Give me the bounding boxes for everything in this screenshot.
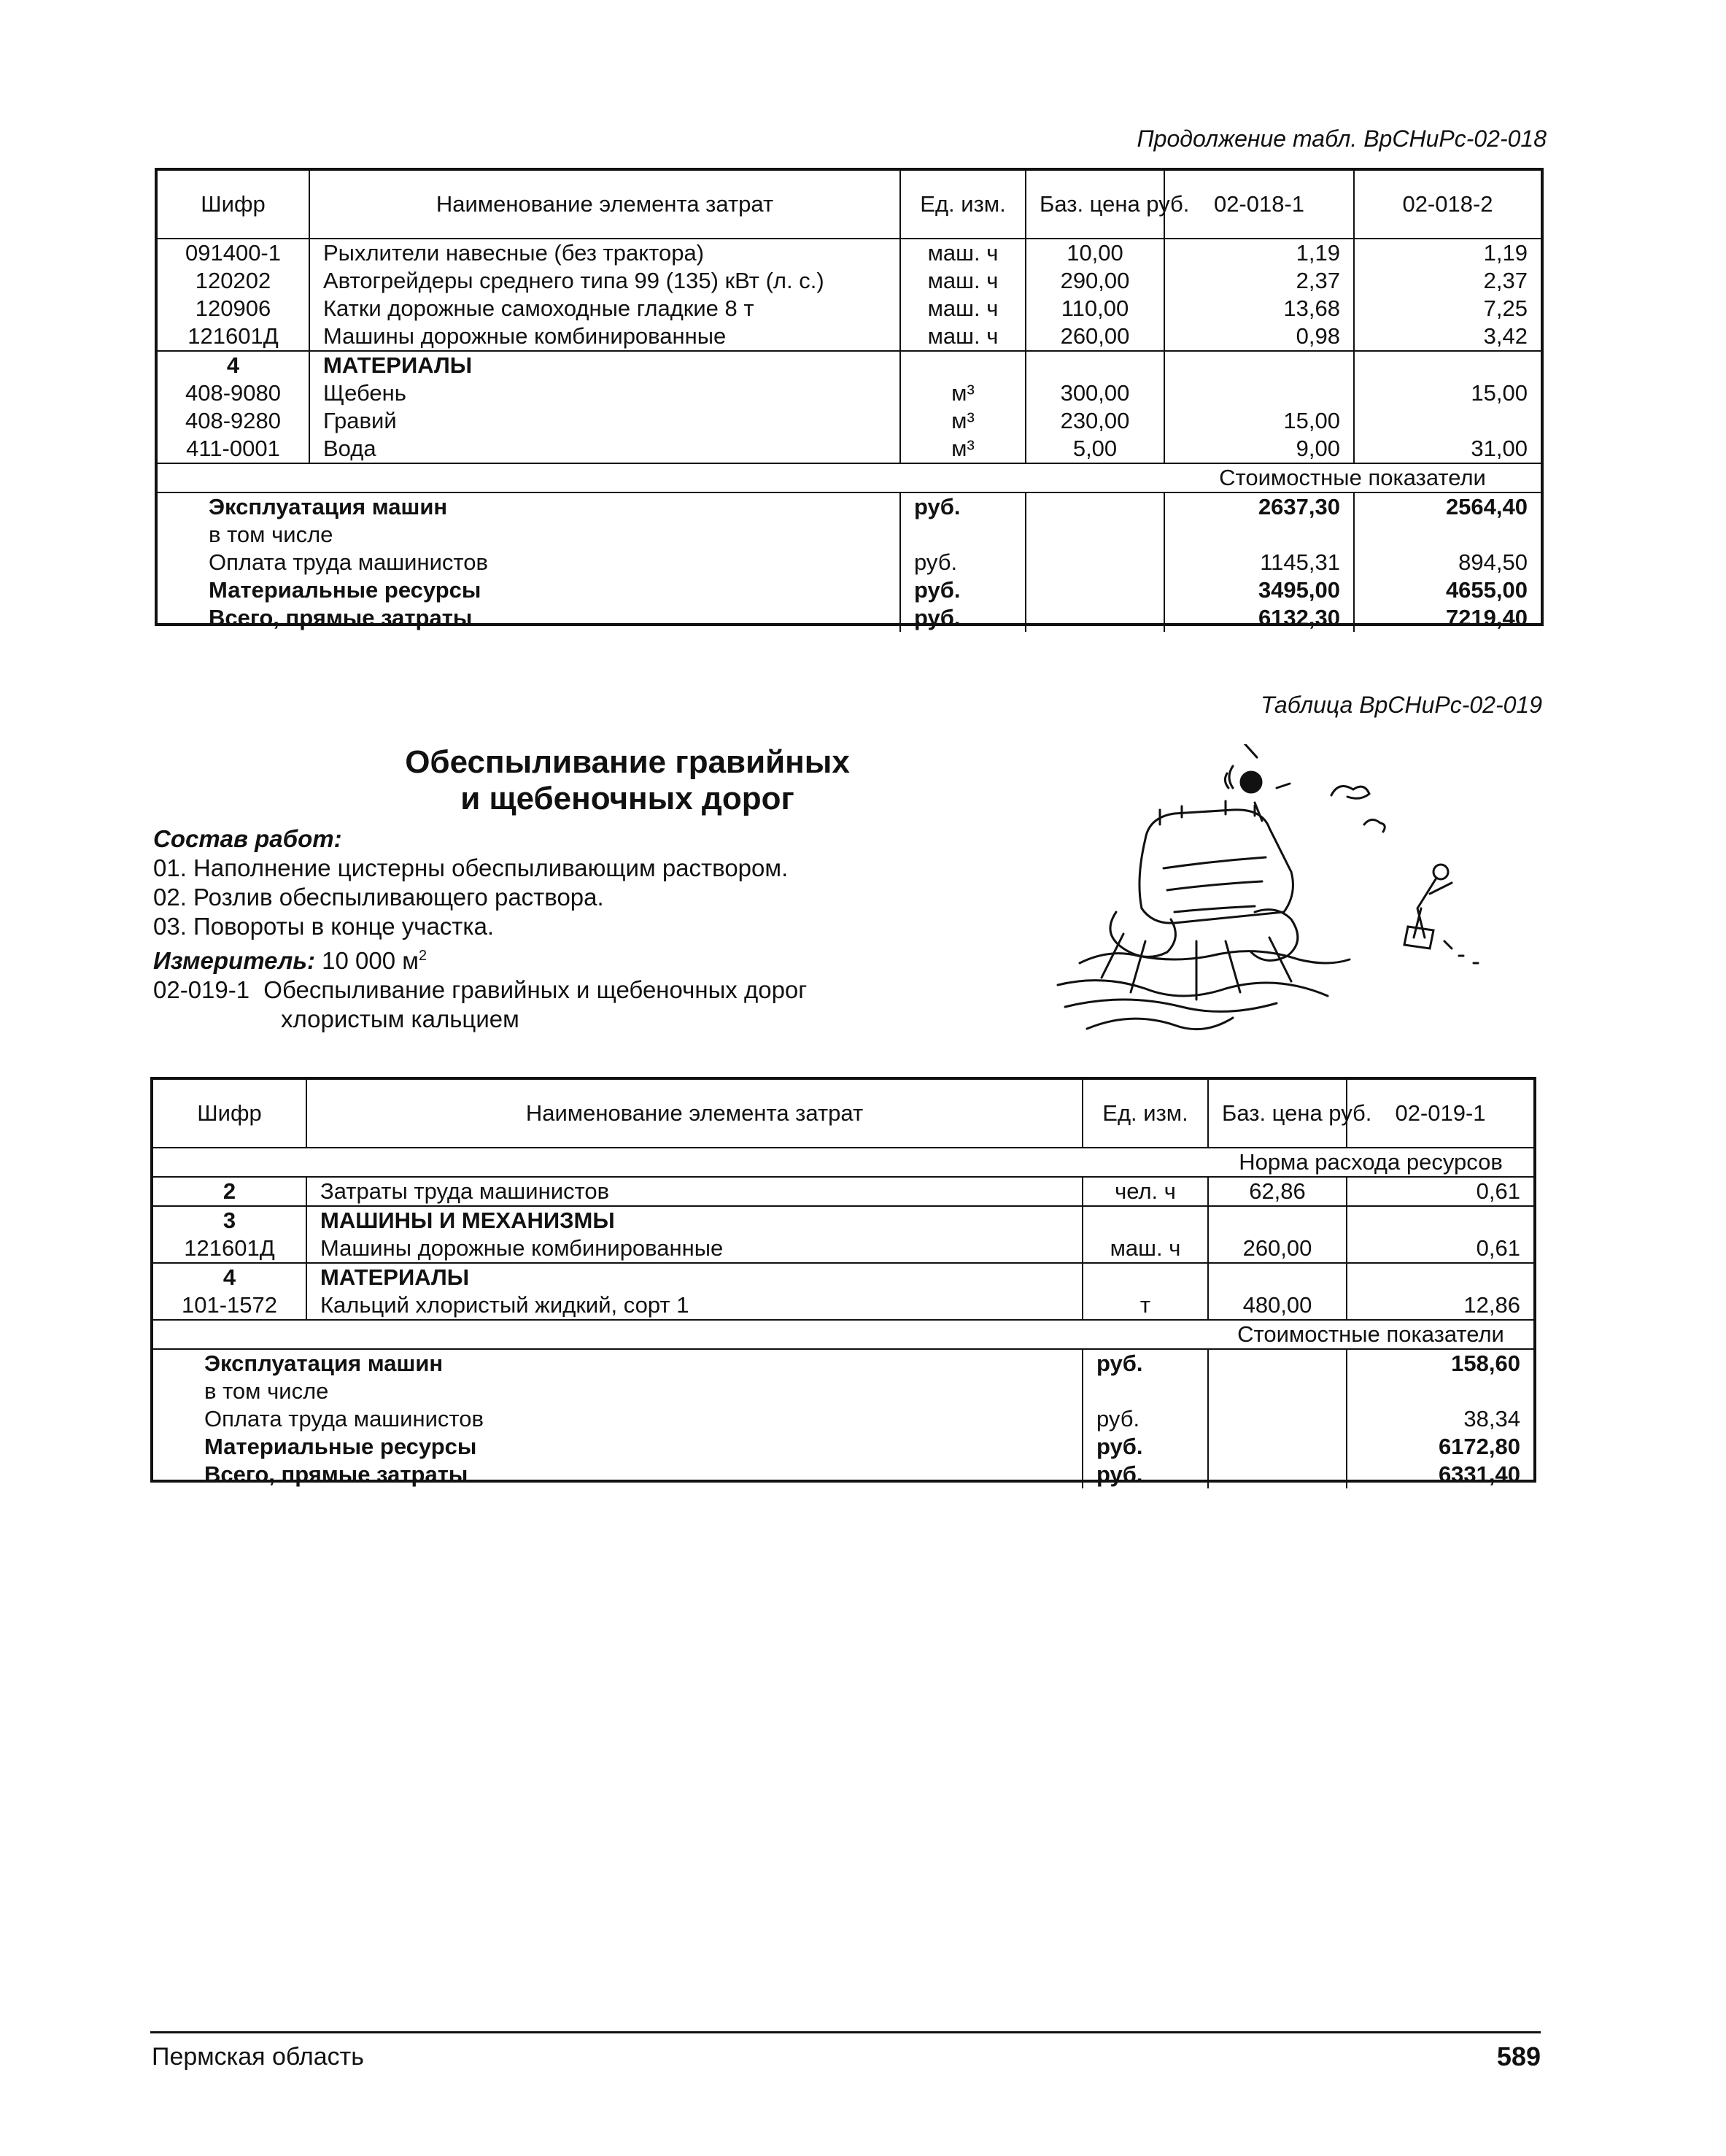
cost-value-2: 4655,00 — [1354, 576, 1541, 604]
section-title: МАШИНЫ И МЕХАНИЗМЫ — [306, 1206, 1083, 1235]
cost-value-1: 6172,80 — [1347, 1433, 1533, 1461]
row-unit: маш. ч — [900, 322, 1026, 351]
header-col-1: 02-019-1 — [1347, 1080, 1533, 1148]
item-line — [153, 975, 1065, 1005]
measure-value: 10 000 м — [322, 947, 419, 974]
cost-value-1: 2637,30 — [1164, 492, 1354, 521]
row-price: 260,00 — [1026, 322, 1164, 351]
cost-row — [158, 549, 1541, 576]
cost-value-2: 894,50 — [1354, 549, 1541, 576]
row-code: 121601Д — [187, 323, 279, 349]
cost-label: Оплата труда машинистов — [209, 549, 488, 575]
row-value-1: 12,86 — [1347, 1291, 1533, 1320]
row-name: Рыхлители навесные (без трактора) — [309, 239, 900, 267]
row-unit: т — [1083, 1291, 1208, 1320]
section-code: 4 — [222, 1264, 236, 1290]
table1-continuation-caption: Продолжение табл. ВрСНиРс-02-018 — [1137, 125, 1547, 152]
cost-label: в том числе — [209, 522, 333, 547]
table-row — [158, 295, 1541, 322]
header-price: Баз. цена руб. — [1026, 171, 1164, 239]
row-unit: маш. ч — [1083, 1235, 1208, 1263]
cost-unit: руб. — [900, 576, 1026, 604]
section-title: МАТЕРИАЛЫ — [309, 351, 900, 379]
row-code: 120906 — [195, 295, 271, 321]
cost-row — [158, 492, 1541, 521]
cost-value-1: 6132,30 — [1164, 604, 1354, 632]
table-row — [158, 407, 1541, 435]
row-price: 110,00 — [1026, 295, 1164, 322]
section-heading-row — [153, 1206, 1533, 1235]
row-code: 121601Д — [153, 1235, 306, 1263]
header-col-2: 02-018-2 — [1354, 171, 1541, 239]
cost-row — [158, 521, 1541, 549]
row-name: Гравий — [309, 407, 900, 435]
cost-unit: руб. — [900, 604, 1026, 632]
row-value-2: 1,19 — [1354, 239, 1541, 267]
row-value-2: 7,25 — [1354, 295, 1541, 322]
row-name: Машины дорожные комбинированные — [309, 322, 900, 351]
header-name: Наименование элемента затрат — [306, 1080, 1083, 1148]
cost-label: Всего, прямые затраты — [204, 1461, 468, 1487]
row-value-2: 31,00 — [1354, 435, 1541, 463]
row-unit: м³ — [900, 407, 1026, 435]
row-name: Кальций хлористый жидкий, сорт 1 — [306, 1291, 1083, 1320]
row-unit: маш. ч — [900, 295, 1026, 322]
row-value-1: 13,68 — [1164, 295, 1354, 322]
page-number: 589 — [1496, 2041, 1541, 2071]
row-value-1: 1,19 — [1164, 239, 1354, 267]
measure-label: Измеритель: — [153, 947, 315, 974]
row-value-2: 15,00 — [1354, 379, 1541, 407]
cost-unit: руб. — [1083, 1433, 1208, 1461]
norm-header: Норма расхода ресурсов — [1208, 1148, 1533, 1177]
cost-unit: руб. — [1083, 1461, 1208, 1488]
norm-header-row — [153, 1148, 1533, 1177]
cost-label: Всего, прямые затраты — [209, 605, 473, 630]
row-value-1: 0,61 — [1347, 1177, 1533, 1206]
row-name: Затраты труда машинистов — [306, 1177, 1083, 1206]
cost-value-2: 7219,40 — [1354, 604, 1541, 632]
work-item: 03. Повороты в конце участка. — [153, 913, 495, 940]
cost-header: Стоимостные показатели — [1164, 463, 1541, 492]
row-name: Вода — [309, 435, 900, 463]
footer-region: Пермская область — [152, 2043, 364, 2071]
row-unit: м³ — [900, 435, 1026, 463]
work-description — [153, 824, 1065, 1034]
cost-value-1: 158,60 — [1347, 1349, 1533, 1378]
cost-label: Оплата труда машинистов — [204, 1406, 484, 1431]
table-row — [153, 1235, 1533, 1263]
table1-machines — [158, 239, 1541, 351]
table1-costs — [158, 463, 1541, 632]
row-value-1: 0,61 — [1347, 1235, 1533, 1263]
header-col-1: 02-018-1 — [1164, 171, 1354, 239]
table-row — [158, 322, 1541, 351]
row-code: 411-0001 — [186, 436, 280, 461]
row-code: 408-9080 — [185, 380, 281, 406]
table-02-019 — [150, 1077, 1536, 1487]
row-name: Щебень — [309, 379, 900, 407]
row-unit: м³ — [900, 379, 1026, 407]
row-name: Катки дорожные самоходные гладкие 8 т — [309, 295, 900, 322]
cost-value-1: 6331,40 — [1347, 1461, 1533, 1488]
cost-header: Стоимостные показатели — [1208, 1320, 1533, 1349]
table-row — [153, 1177, 1533, 1206]
row-unit: маш. ч — [900, 267, 1026, 295]
section-title — [350, 744, 905, 817]
header-code: Шифр — [153, 1080, 306, 1148]
table-row — [158, 379, 1541, 407]
measure-line — [153, 941, 1065, 975]
row-value-1: 9,00 — [1164, 435, 1354, 463]
row-code: 2 — [153, 1177, 306, 1206]
row-price: 480,00 — [1208, 1291, 1347, 1320]
cost-unit: руб. — [900, 492, 1026, 521]
table-02-018 — [155, 168, 1544, 630]
row-value-2: 3,42 — [1354, 322, 1541, 351]
header-unit: Ед. изм. — [1083, 1080, 1208, 1148]
table-row — [158, 239, 1541, 267]
row-code: 091400-1 — [185, 240, 281, 266]
row-value-1: 0,98 — [1164, 322, 1354, 351]
section-code: 3 — [222, 1208, 236, 1233]
cost-row — [153, 1405, 1533, 1433]
cost-row — [158, 604, 1541, 632]
section-heading-row — [153, 1263, 1533, 1291]
cost-row — [153, 1433, 1533, 1461]
row-code: 120202 — [195, 268, 271, 293]
cost-label: Материальные ресурсы — [209, 577, 481, 603]
cost-value-2: 2564,40 — [1354, 492, 1541, 521]
table-row — [158, 435, 1541, 463]
item-text: Обеспыливание гравийных и щебеночных дорог — [263, 976, 808, 1003]
cost-unit: руб. — [900, 549, 1026, 576]
work-composition-title: Состав работ: — [153, 825, 342, 852]
cost-unit: руб. — [1083, 1405, 1208, 1433]
row-value-1: 2,37 — [1164, 267, 1354, 295]
cost-value-1: 38,34 — [1347, 1405, 1533, 1433]
cost-value-1: 1145,31 — [1164, 549, 1354, 576]
row-unit: чел. ч — [1083, 1177, 1208, 1206]
cost-row — [153, 1378, 1533, 1405]
work-item: 02. Розлив обеспыливающего раствора. — [153, 884, 604, 911]
table1-materials — [158, 351, 1541, 463]
row-price: 260,00 — [1208, 1235, 1347, 1263]
row-price: 10,00 — [1026, 239, 1164, 267]
row-price: 300,00 — [1026, 379, 1164, 407]
work-item: 01. Наполнение цистерны обеспыливающим раствором. — [153, 854, 789, 881]
cost-unit: руб. — [1083, 1349, 1208, 1378]
table-row — [158, 267, 1541, 295]
cost-value-1: 3495,00 — [1164, 576, 1354, 604]
table2-header-row — [153, 1080, 1533, 1148]
section-code: 4 — [158, 351, 309, 379]
measure-sup: 2 — [418, 948, 427, 964]
row-price: 230,00 — [1026, 407, 1164, 435]
section-heading-row — [158, 351, 1541, 379]
cost-label: Эксплуатация машин — [209, 494, 448, 519]
row-code: 101-1572 — [181, 1292, 277, 1318]
cost-label: в том числе — [204, 1378, 329, 1404]
section-title: МАТЕРИАЛЫ — [306, 1263, 1083, 1291]
header-name: Наименование элемента затрат — [309, 171, 900, 239]
table2-caption: Таблица ВрСНиРс-02-019 — [1261, 692, 1542, 718]
row-value-1 — [1164, 379, 1354, 407]
row-value-1: 15,00 — [1164, 407, 1354, 435]
road-machine-illustration — [1036, 744, 1510, 1065]
cost-row — [158, 576, 1541, 604]
section-title-line-2: и щебеночных дорог — [460, 781, 794, 816]
row-price: 5,00 — [1026, 435, 1164, 463]
header-price: Баз. цена руб. — [1208, 1080, 1347, 1148]
header-code: Шифр — [158, 171, 309, 239]
row-price: 62,86 — [1208, 1177, 1347, 1206]
cost-header-row — [153, 1320, 1533, 1349]
section-title-line-1: Обеспыливание гравийных — [405, 744, 850, 780]
item-code: 02-019-1 — [153, 976, 250, 1003]
row-name: Машины дорожные комбинированные — [306, 1235, 1083, 1263]
table1-header-row — [158, 171, 1541, 239]
header-unit: Ед. изм. — [900, 171, 1026, 239]
row-value-2 — [1354, 407, 1541, 435]
cost-label: Эксплуатация машин — [204, 1351, 444, 1376]
row-value-2: 2,37 — [1354, 267, 1541, 295]
row-unit: маш. ч — [900, 239, 1026, 267]
cost-row — [153, 1349, 1533, 1378]
row-name: Автогрейдеры среднего типа 99 (135) кВт (л. с.) — [309, 267, 900, 295]
cost-row — [153, 1461, 1533, 1488]
table-row — [153, 1291, 1533, 1320]
item-text-continued: хлористым кальцием — [281, 1005, 519, 1032]
cost-header-row — [158, 463, 1541, 492]
footer-rule — [150, 2031, 1541, 2033]
row-code: 408-9280 — [185, 408, 281, 433]
row-price: 290,00 — [1026, 267, 1164, 295]
cost-label: Материальные ресурсы — [204, 1434, 477, 1459]
